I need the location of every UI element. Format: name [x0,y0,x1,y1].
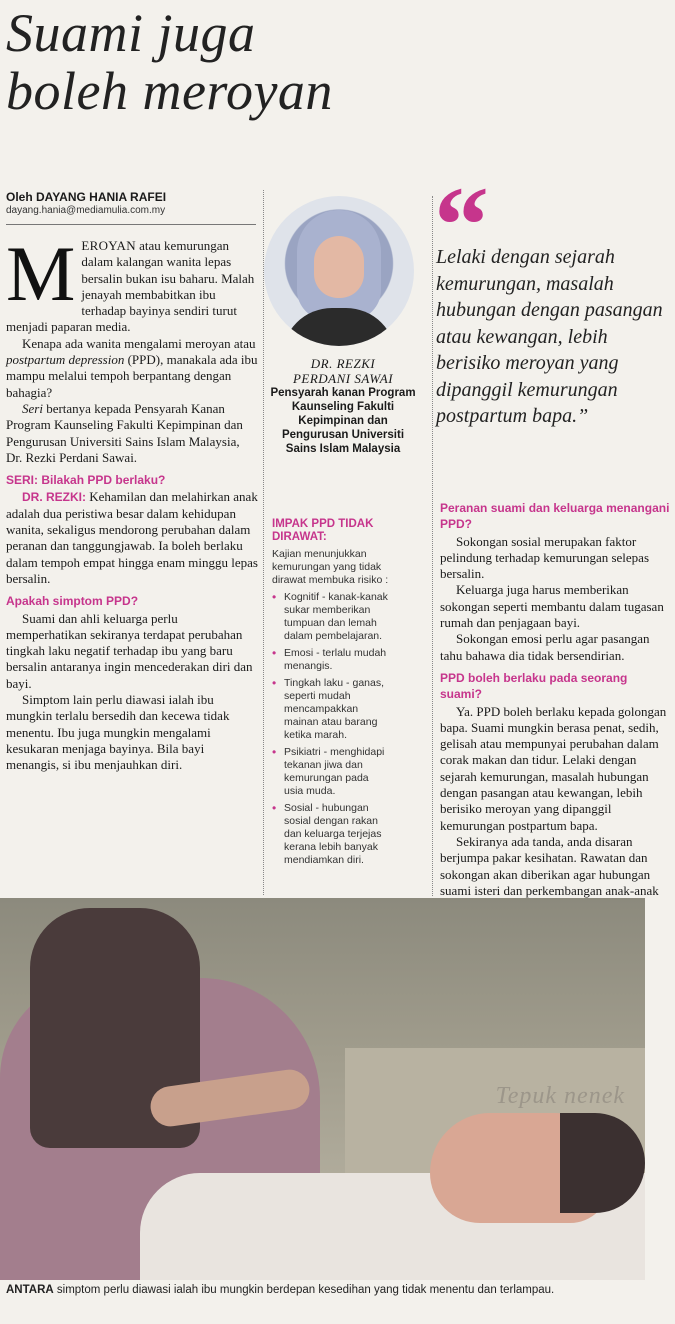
headline-line1: Suami juga [6,3,256,63]
sidebar-item-emotion: • Emosi - terlalu mudah menangis. [272,647,390,673]
question-1: SERI: Bilakah PPD berlaku? [6,473,166,488]
photo-caption [6,1283,646,1298]
byline-prefix: Oleh [6,190,33,204]
dropcap: M [6,230,76,317]
impact-sidebar [272,518,390,871]
byline-divider [6,224,256,225]
paragraph-3-text: bertanya kepada Pensyarah Kanan Program Kaunseling Fakulti Kepimpinan dan Pengurusan Universiti Sains Islam Malaysia, Dr. Rezki Perdani Sawai. [6,400,243,465]
column-divider-right [432,196,433,896]
sidebar-item-psychiatric: • Psikiatri - menghidapi tekanan jiwa dan kemurungan pada usia muda. [272,746,390,798]
expert-name-line1: DR. REZKI [310,356,376,371]
sidebar-list [272,591,390,867]
paragraph-3 [6,401,258,466]
answer-4-paragraph-2: Sekiranya ada tanda, anda disaran berjumpa pakar kesihatan. Rawatan dan sokongan akan diberikan agar hubungan suami isteri dan perkembangan anak-anak [440,833,659,898]
question-2: Apakah simptom PPD? [6,594,139,609]
paragraph-2-text: Kenapa ada wanita mengalami meroyan atau [22,335,256,351]
answer-2-paragraph-1: Suami dan ahli keluarga perlu memperhatikan sekiranya terdapat perubahan tingkah laku negatif terhadap ibu yang baru bersalin antaranya ingin mencederakan diri dan bayi. [6,610,253,691]
portrait-face [314,236,364,298]
sidebar-intro: Kajian menunjukkan kemurungan yang tidak dirawat membuka risiko : [272,548,389,586]
intro-paragraph [6,230,258,336]
sidebar-title: IMPAK PPD TIDAK DIRAWAT: [272,518,374,543]
question-3: Peranan suami dan keluarga menangani PPD? [440,501,670,532]
author-portrait [264,196,414,346]
caption-text: simptom perlu diawasi ialah ibu mungkin berdepan kesedihan yang tidak menentu dan terlampau. [53,1284,555,1296]
paragraph-2 [6,336,258,401]
answer-3-paragraph-2: Keluarga juga harus memberikan sokongan seperti membantu dalam tugasan rumah dan penjagaan bayi. [440,582,664,631]
photo-wall-lettering: Tepuk nenek [495,1083,625,1109]
answer-4-paragraph-1: Ya. PPD boleh berlaku kepada golongan bapa. Suami mungkin berasa penat, sedih, gelisah atau mempunyai perubahan dalam corak makan dan tidur. Lelaki dengan sejarah kemurungan, masalah hubungan dengan pasangan atau kewangan, lebih berisiko meroyan yang dipanggil kemurungan postpartum bapa. [440,703,667,833]
sidebar-item-social: • Sosial - hubungan sosial dengan rakan dan keluarga terjejas kerana lebih banyak mendiamkan diri. [272,802,390,867]
expert-name [268,356,418,386]
speaker-label: DR. REZKI: [22,490,86,505]
column-divider-left [263,190,264,895]
article-column-right [440,500,672,915]
expert-role: Pensyarah kanan Program Kaunseling Fakulti Kepimpinan dan Pengurusan Universiti Sains Islam Malaysia [270,387,416,455]
main-photo [0,898,645,1280]
sidebar-item-cognitive: • Kognitif - kanak-kanak sukar memberikan tumpuan dan lemah dalam pembelajaran. [272,591,390,643]
expert-name-line2: PERDANI SAWAI [292,371,394,386]
answer-1-text: Kehamilan dan melahirkan anak adalah dua peristiwa besar dalam kehidupan wanita, sekaligus mendorong perubahan dalam peranan dan tanggungjawab. Ia boleh berlaku dalam tempoh empat hingga enam minggu lepas bersalin. [6,489,258,586]
article-column-left [6,230,258,774]
portrait-shoulders [282,308,396,346]
answer-2-paragraph-2: Simptom lain perlu diawasi ialah ibu mungkin terlalu bersedih dan kecewa tidak menentu. Ibu juga mungkin mengalami kesukaran menjaga bayinya. Bila bayi menangis, si ibu menjauhkan diri. [6,692,230,773]
answer-1 [6,489,258,587]
sidebar-item-behaviour: • Tingkah laku - ganas, seperti mudah mencampakkan mainan atau barang ketika marah. [272,677,390,742]
paragraph-3-italic: Seri [22,400,43,416]
answer-3-paragraph-1: Sokongan sosial merupakan faktor pelindung terhadap kemurungan selepas bersalin. [440,533,650,582]
paragraph-2-text-end: (PPD), manakala ada ibu mampu melalui tempoh berpantang dengan bahagia? [6,352,258,400]
intro-first-words: EROYAN [81,238,136,253]
byline [6,190,166,204]
headline [6,4,426,120]
question-4: PPD boleh berlaku pada seorang suami? [440,670,628,702]
intro-text: atau kemurungan dalam kalangan wanita lepas bersalin bukan isu baharu. Malah jenayah membabitkan ibu terhadap bayinya sendiri turut menjadi paparan media. [6,238,255,335]
quote-mark-icon: “ [434,164,489,286]
caption-lead: ANTARA [6,1284,54,1296]
author-email[interactable]: dayang.hania@mediamulia.com.my [6,205,166,216]
paragraph-2-italic: postpartum depression [6,352,125,368]
answer-3-paragraph-3: Sokongan emosi perlu agar pasangan tahu bahawa dia tidak bersendirian. [440,631,650,663]
headline-line2: boleh meroyan [6,61,333,121]
pull-quote: Lelaki dengan sejarah kemurungan, masalah hubungan dengan pasangan atau kewangan, lebih berisiko meroyan yang dipanggil kemurungan postpartum bapa.” [436,246,663,427]
byline-author: DAYANG HANIA RAFEI [36,190,167,204]
